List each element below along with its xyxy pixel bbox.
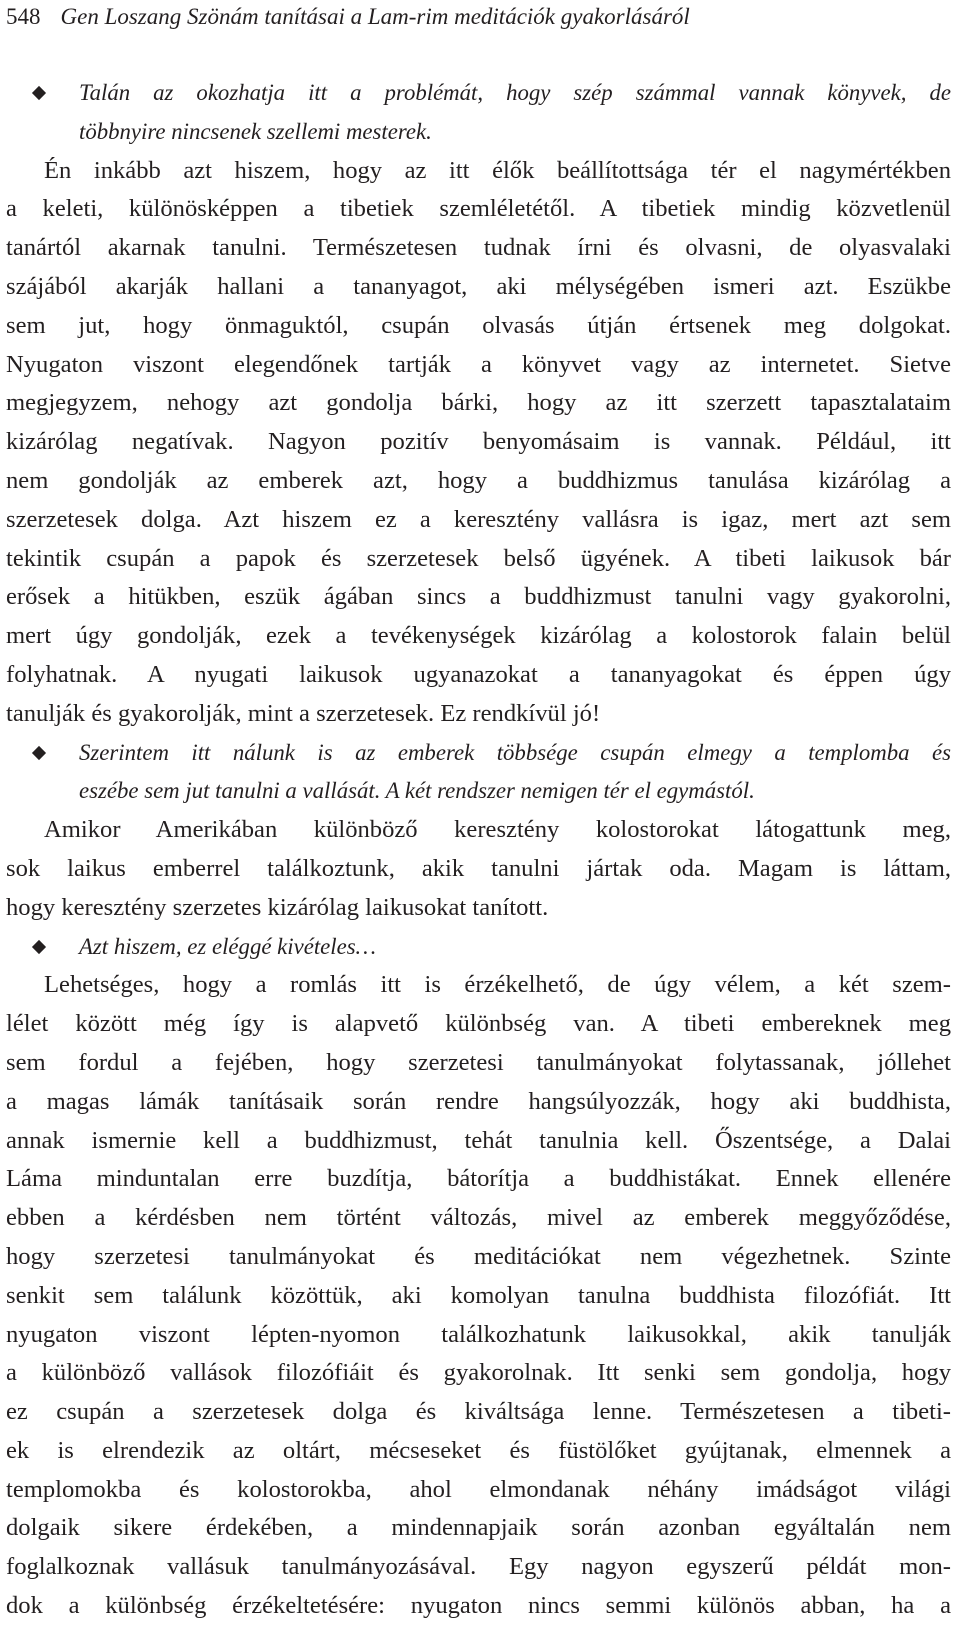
answer-line: nyugaton viszont lépten-nyomon találkozhatunk laikusokkal, akik tanulják [6, 1320, 951, 1348]
answer-line: sem fordul a fejében, hogy szerzetesi tanulmányokat folytassanak, jóllehet [6, 1048, 951, 1076]
answer-line: hogy szerzetesi tanulmányokat és meditációkat nem végezhetnek. Szinte [6, 1242, 951, 1270]
answer-line: ek is elrendezik az oltárt, mécseseket és füstölőket gyújtanak, elmennek a [6, 1436, 951, 1464]
question-line: eszébe sem jut tanulni a vallását. A két rendszer nemigen tér el egymástól. [79, 778, 755, 804]
answer-line: erősek a hitükben, eszük ágában sincs a buddhizmust tanulni vagy gyakorolni, [6, 583, 951, 611]
answer-line: Én inkább azt hiszem, hogy az itt élők beállítottsága tér el nagymértékben [44, 156, 951, 184]
question-line: Azt hiszem, ez eléggé kivételes… [6, 928, 951, 967]
answer-line: dok a különbség érzékeltetésére: nyugaton nincs semmi különös abban, ha a [6, 1592, 951, 1620]
answer-line: hogy keresztény szerzetes kizárólag laikusokat tanított. [6, 893, 549, 921]
answer-line: folyhatnak. A nyugati laikusok ugyanazokat a tananyagokat és éppen úgy [6, 660, 951, 688]
answer-line: Amikor Amerikában különböző keresztény kolostorokat látogattunk meg, [44, 816, 951, 844]
answer-line: szerzetesek dolga. Azt hiszem ez a keresztény vallásra is igaz, mert azt sem [6, 505, 951, 533]
answer-line: ebben a kérdésben nem történt változás, mivel az emberek meggyőződése, [6, 1204, 951, 1232]
answer-line: tanártól akarnak tanulni. Természetesen tudnak írni és olvasni, de olyasvalaki [6, 234, 951, 262]
question-line: többnyire nincsenek szellemi mesterek. [79, 118, 432, 144]
answer-line: foglalkoznak vallásuk tanulmányozásával. Egy nagyon egyszerű példát mon- [6, 1553, 951, 1581]
answer-line: dolgaik sikere érdekében, a mindennapjaik során azonban egyáltalán nem [6, 1514, 951, 1542]
diamond-bullet-icon [32, 86, 46, 100]
answer-line: annak ismernie kell a buddhizmust, tehát tanulnia kell. Őszentsége, a Dalai [6, 1126, 951, 1154]
answer-line: a magas lámák tanításaik során rendre hangsúlyozzák, hogy aki buddhista, [6, 1087, 951, 1115]
diamond-bullet-icon [32, 939, 46, 953]
diamond-bullet-icon [32, 745, 46, 759]
answer-line: kizárólag negatívak. Nagyon pozitív benyomásaim is vannak. Például, itt [6, 428, 951, 456]
answer-line: tanulják és gyakorolják, mint a szerzetesek. Ez rendkívül jó! [6, 699, 601, 727]
answer-line: Láma minduntalan erre buzdítja, bátorítja a buddhistákat. Ennek ellenére [6, 1165, 951, 1193]
question-line: Talán az okozhatja itt a problémát, hogy szép számmal vannak könyvek, de [6, 74, 951, 113]
answer-line: templomokba és kolostorokba, ahol elmondanak néhány imádságot világi [6, 1475, 951, 1503]
page-number: 548 [6, 4, 41, 29]
answer-line: mert úgy gondolják, ezek a tevékenységek kizárólag a kolostorok falain belül [6, 622, 951, 650]
answer-line: sok laikus emberrel találkoztunk, akik tanulni jártak oda. Magam is láttam, [6, 854, 951, 882]
answer-line: Lehetséges, hogy a romlás itt is érzékelhető, de úgy vélem, a két szem- [44, 971, 951, 999]
answer-line: Nyugaton viszont elegendőnek tartják a könyvet vagy az internetet. Sietve [6, 350, 951, 378]
question-line: Szerintem itt nálunk is az emberek többsége csupán elmegy a templomba és [6, 734, 951, 773]
answer-line: sem jut, hogy önmaguktól, csupán olvasás útján értsenek meg dolgokat. [6, 311, 951, 339]
answer-line: senkit sem találunk közöttük, aki komolyan tanulna buddhista filozófiát. Itt [6, 1281, 951, 1309]
answer-line: a különböző vallások filozófiáit és gyakorolnak. Itt senki sem gondolja, hogy [6, 1359, 951, 1387]
running-head [6, 2, 690, 32]
answer-line: ez csupán a szerzetesek dolga és kiváltsága lenne. Természetesen a tibeti- [6, 1398, 951, 1426]
answer-line: lélet között még így is alapvető különbség van. A tibeti embereknek meg [6, 1010, 951, 1038]
answer-line: tekintik csupán a papok és szerzetesek belső ügyének. A tibeti laikusok bár [6, 544, 951, 572]
answer-line: nem gondolják az emberek azt, hogy a buddhizmus tanulása kizárólag a [6, 466, 951, 494]
answer-line: a keleti, különösképpen a tibetiek szemléletétől. A tibetiek mindig közvetlenül [6, 195, 951, 223]
body-text [6, 74, 951, 1626]
answer-line: megjegyzem, nehogy azt gondolja bárki, hogy az itt szerzett tapasztalataim [6, 389, 951, 417]
running-title: Gen Loszang Szönám tanításai a Lam-rim meditációk gyakorlásáról [60, 4, 690, 29]
answer-line: szájából akarják hallani a tananyagot, aki mélységében ismeri azt. Eszükbe [6, 272, 951, 300]
